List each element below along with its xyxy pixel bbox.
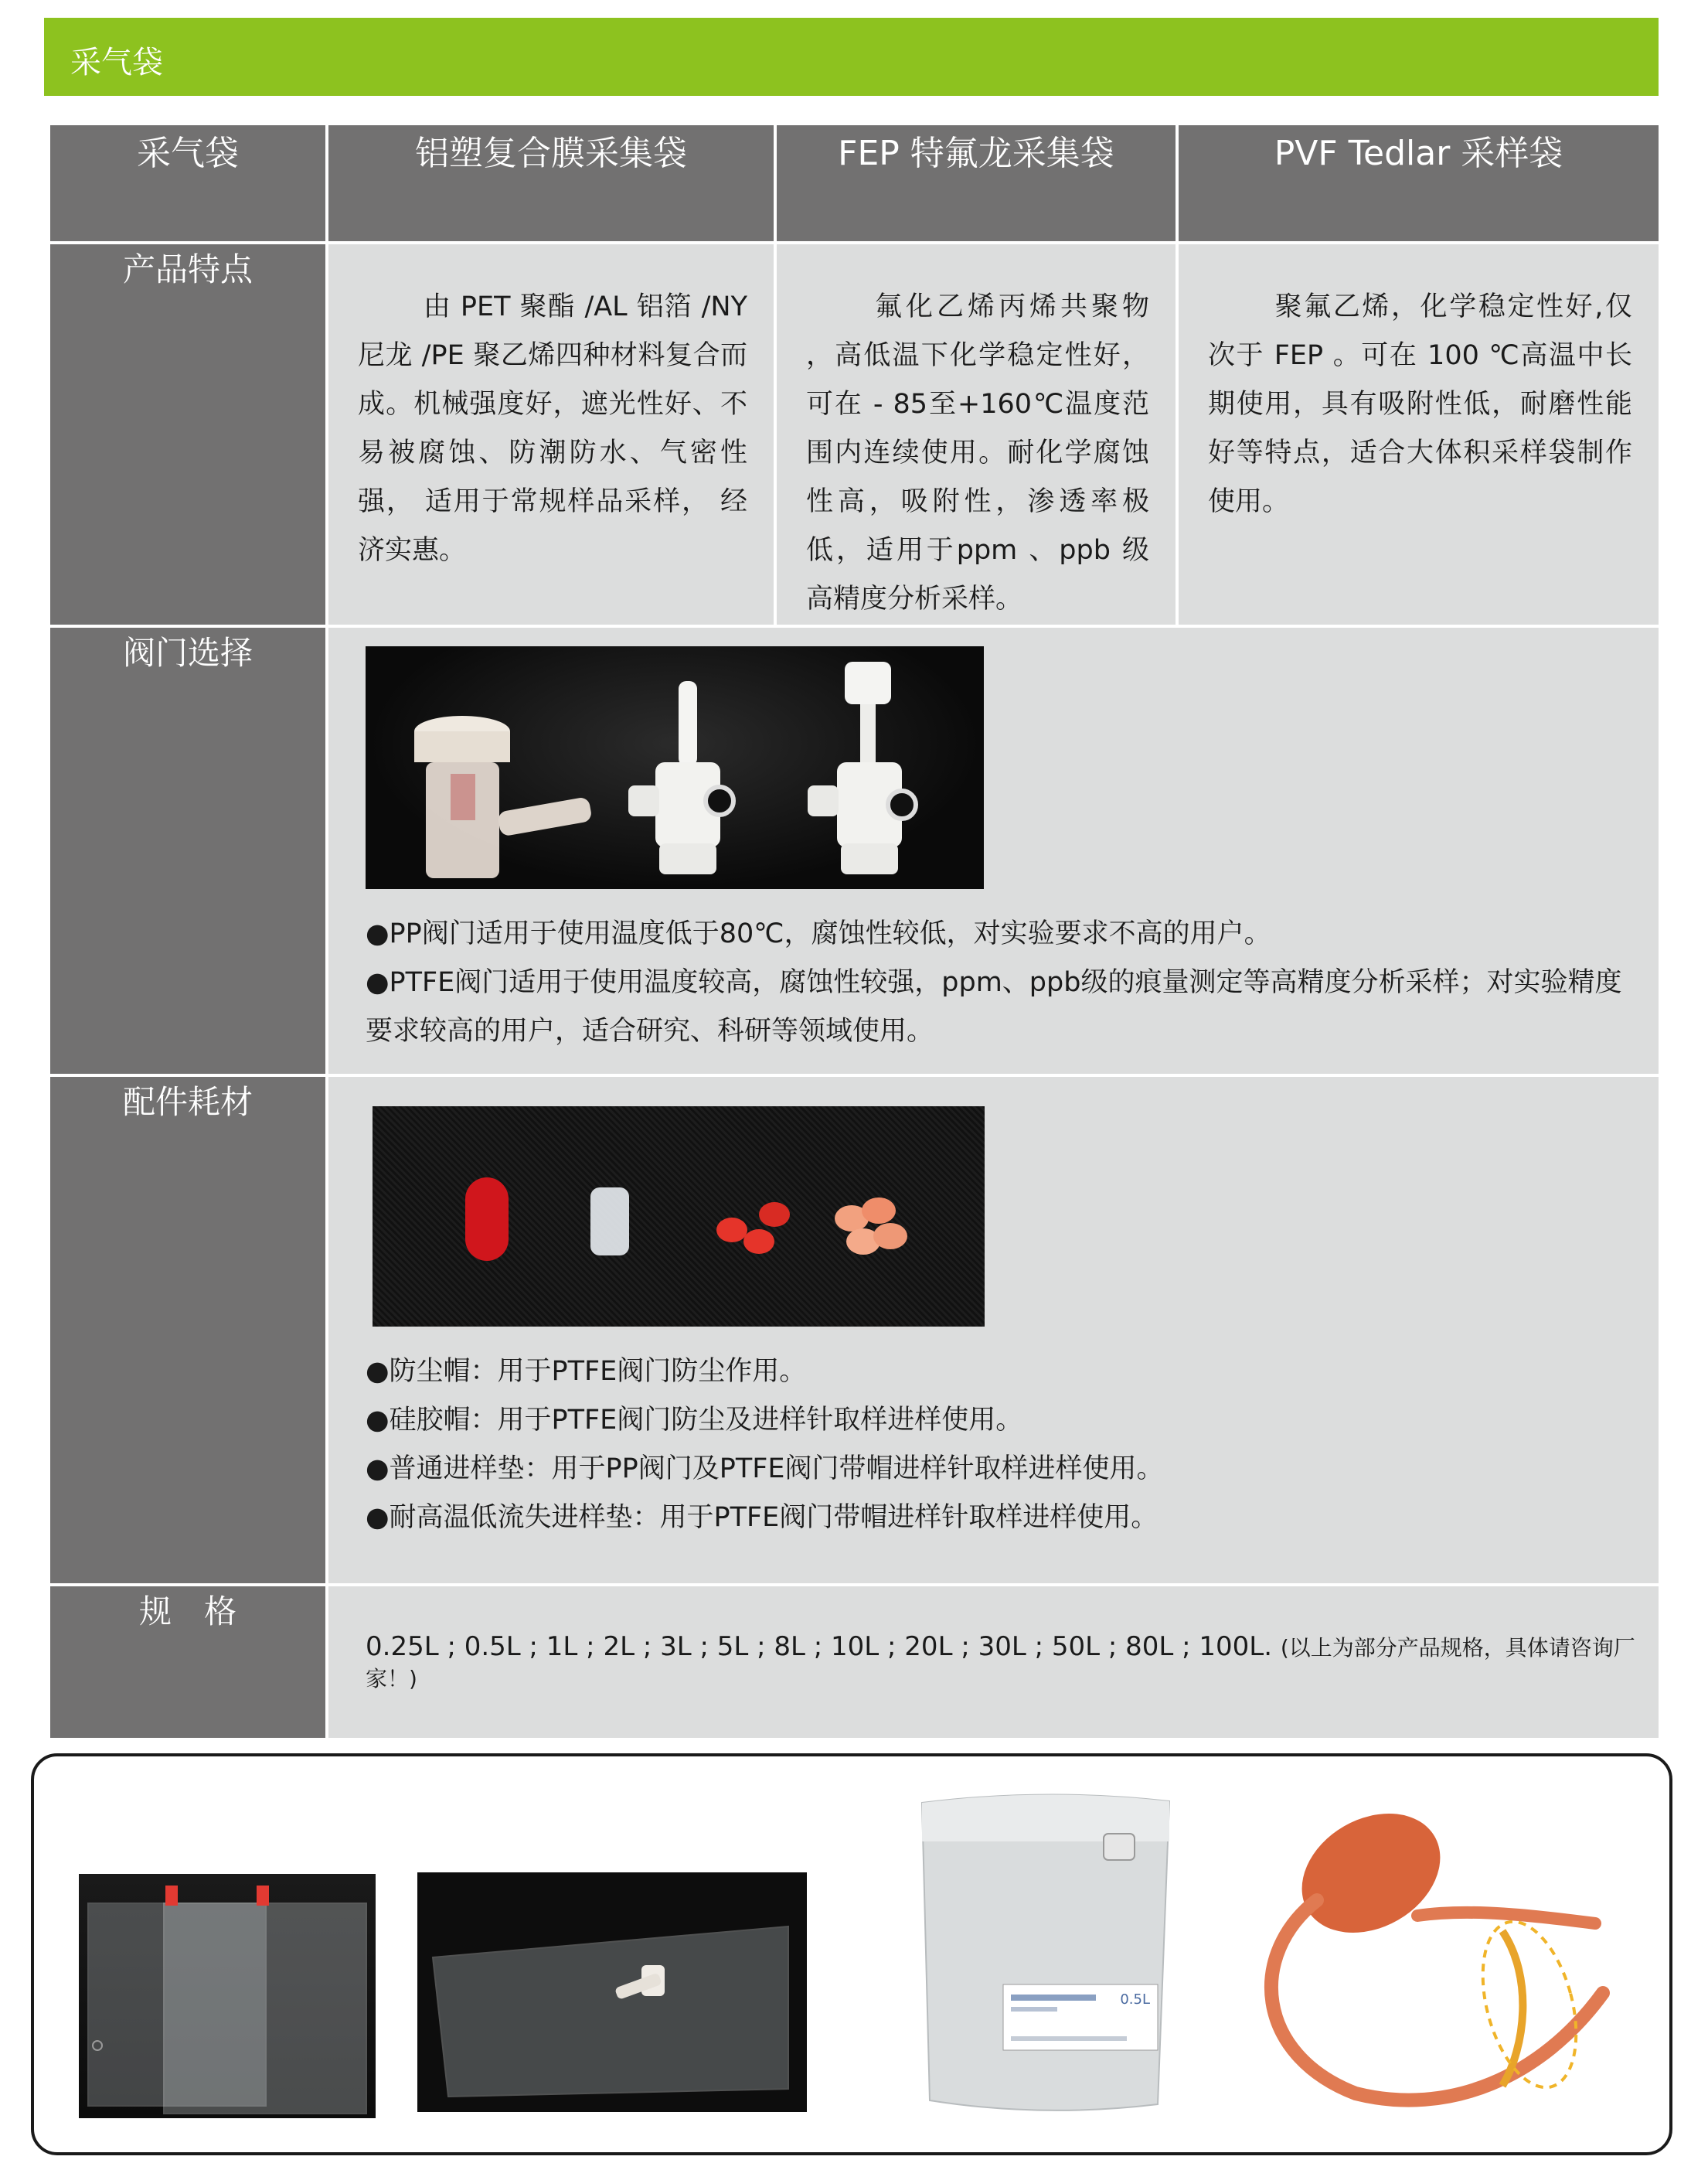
product-gallery [31, 1753, 1672, 2155]
fep-bag-features: 氟化乙烯丙烯共聚物 ，高低温下化学稳定性好，可在 - 85至+160℃温度范围内连续使用。耐化学腐蚀性高，吸附性，渗透率极低，适用于ppm 、ppb 级高精度分析采样。 [806, 291, 1149, 615]
header-pvf-bag: PVF Tedlar 采样袋 [1177, 124, 1660, 243]
valves-notes [366, 910, 1635, 1056]
silicone-cap-shape [590, 1187, 629, 1255]
ptfe-valve-cap-shape [808, 662, 916, 874]
pp-valve-shape [414, 716, 593, 878]
section-banner [44, 18, 1659, 96]
banner-title: 采气袋 [70, 45, 163, 80]
valve-note-pp: ●PP阀门适用于使用温度低于80℃，腐蚀性较低，对实验要求不高的用户。 [366, 918, 1271, 949]
header-fep-bag: FEP 特氟龙采集袋 [775, 124, 1177, 243]
features-row [49, 243, 1660, 626]
specs-label: 规 格 [49, 1585, 327, 1739]
valves-label: 阀门选择 [49, 626, 327, 1075]
table-header-row [49, 124, 1660, 243]
dust-cap-shape [465, 1177, 509, 1261]
septa-orange-shape [835, 1197, 907, 1255]
valves-row [49, 626, 1660, 1075]
fep-bags-photo [79, 1874, 376, 2118]
pp-valve-bag-photo [417, 1872, 807, 2112]
ptfe-valve-shape [628, 681, 733, 874]
hand-pump-photo [1224, 1800, 1657, 2118]
accessory-note-septum: ●普通进样垫：用于PP阀门及PTFE阀门带帽进样针取样进样使用。 [366, 1453, 1164, 1484]
pvf-bag-features: 聚氟乙烯，化学稳定性好,仅次于 FEP 。可在 100 ℃高温中长期使用，具有吸附性低，耐磨性能好等特点，适合大体积采样袋制作使用。 [1208, 291, 1632, 517]
septa-red-shape [716, 1202, 790, 1254]
header-category: 采气袋 [49, 124, 327, 243]
specs-sizes: 0.25L ; 0.5L ; 1L ; 2L ; 3L ; 5L ; 8L ; 10L ; 20L ; 30L ; 50L ; 80L ; 100L. [366, 1631, 1273, 1662]
accessories-label: 配件耗材 [49, 1075, 327, 1585]
specs-row [49, 1585, 1660, 1739]
accessory-note-silicone-cap: ●硅胶帽：用于PTFE阀门防尘及进样针取样进样使用。 [366, 1405, 1023, 1436]
bag-size-label: 0.5L [1120, 1991, 1150, 2008]
valves-photo [366, 646, 984, 889]
accessories-row [49, 1075, 1660, 1585]
features-label: 产品特点 [49, 243, 327, 626]
aluminum-bag-photo [910, 1787, 1181, 2120]
accessory-note-high-temp-septum: ●耐高温低流失进样垫：用于PTFE阀门带帽进样针取样进样使用。 [366, 1502, 1159, 1533]
aluminum-bag-features: 由 PET 聚酯 /AL 铝箔 /NY 尼龙 /PE 聚乙烯四种材料复合而成。机械强度好，遮光性好、不易被腐蚀、防潮防水、气密性强， 适用于常规样品采样， 经济实惠。 [358, 291, 747, 566]
specs-content [328, 1631, 1659, 1693]
valve-illustration [366, 646, 984, 889]
valve-note-ptfe: ●PTFE阀门适用于使用温度较高，腐蚀性较强，ppm、ppb级的痕量测定等高精度分析采样；对实验精度要求较高的用户，适合研究、科研等领域使用。 [366, 967, 1622, 1047]
specs-note: (以上为部分产品规格，具体请咨询厂家！) [366, 1635, 1635, 1691]
product-spec-table [47, 122, 1662, 1741]
accessory-note-dust-cap: ●防尘帽：用于PTFE阀门防尘作用。 [366, 1356, 807, 1387]
accessories-photo [373, 1106, 985, 1327]
accessories-illustration [373, 1106, 985, 1327]
header-aluminum-bag: 铝塑复合膜采集袋 [327, 124, 775, 243]
accessories-notes [366, 1347, 1635, 1542]
